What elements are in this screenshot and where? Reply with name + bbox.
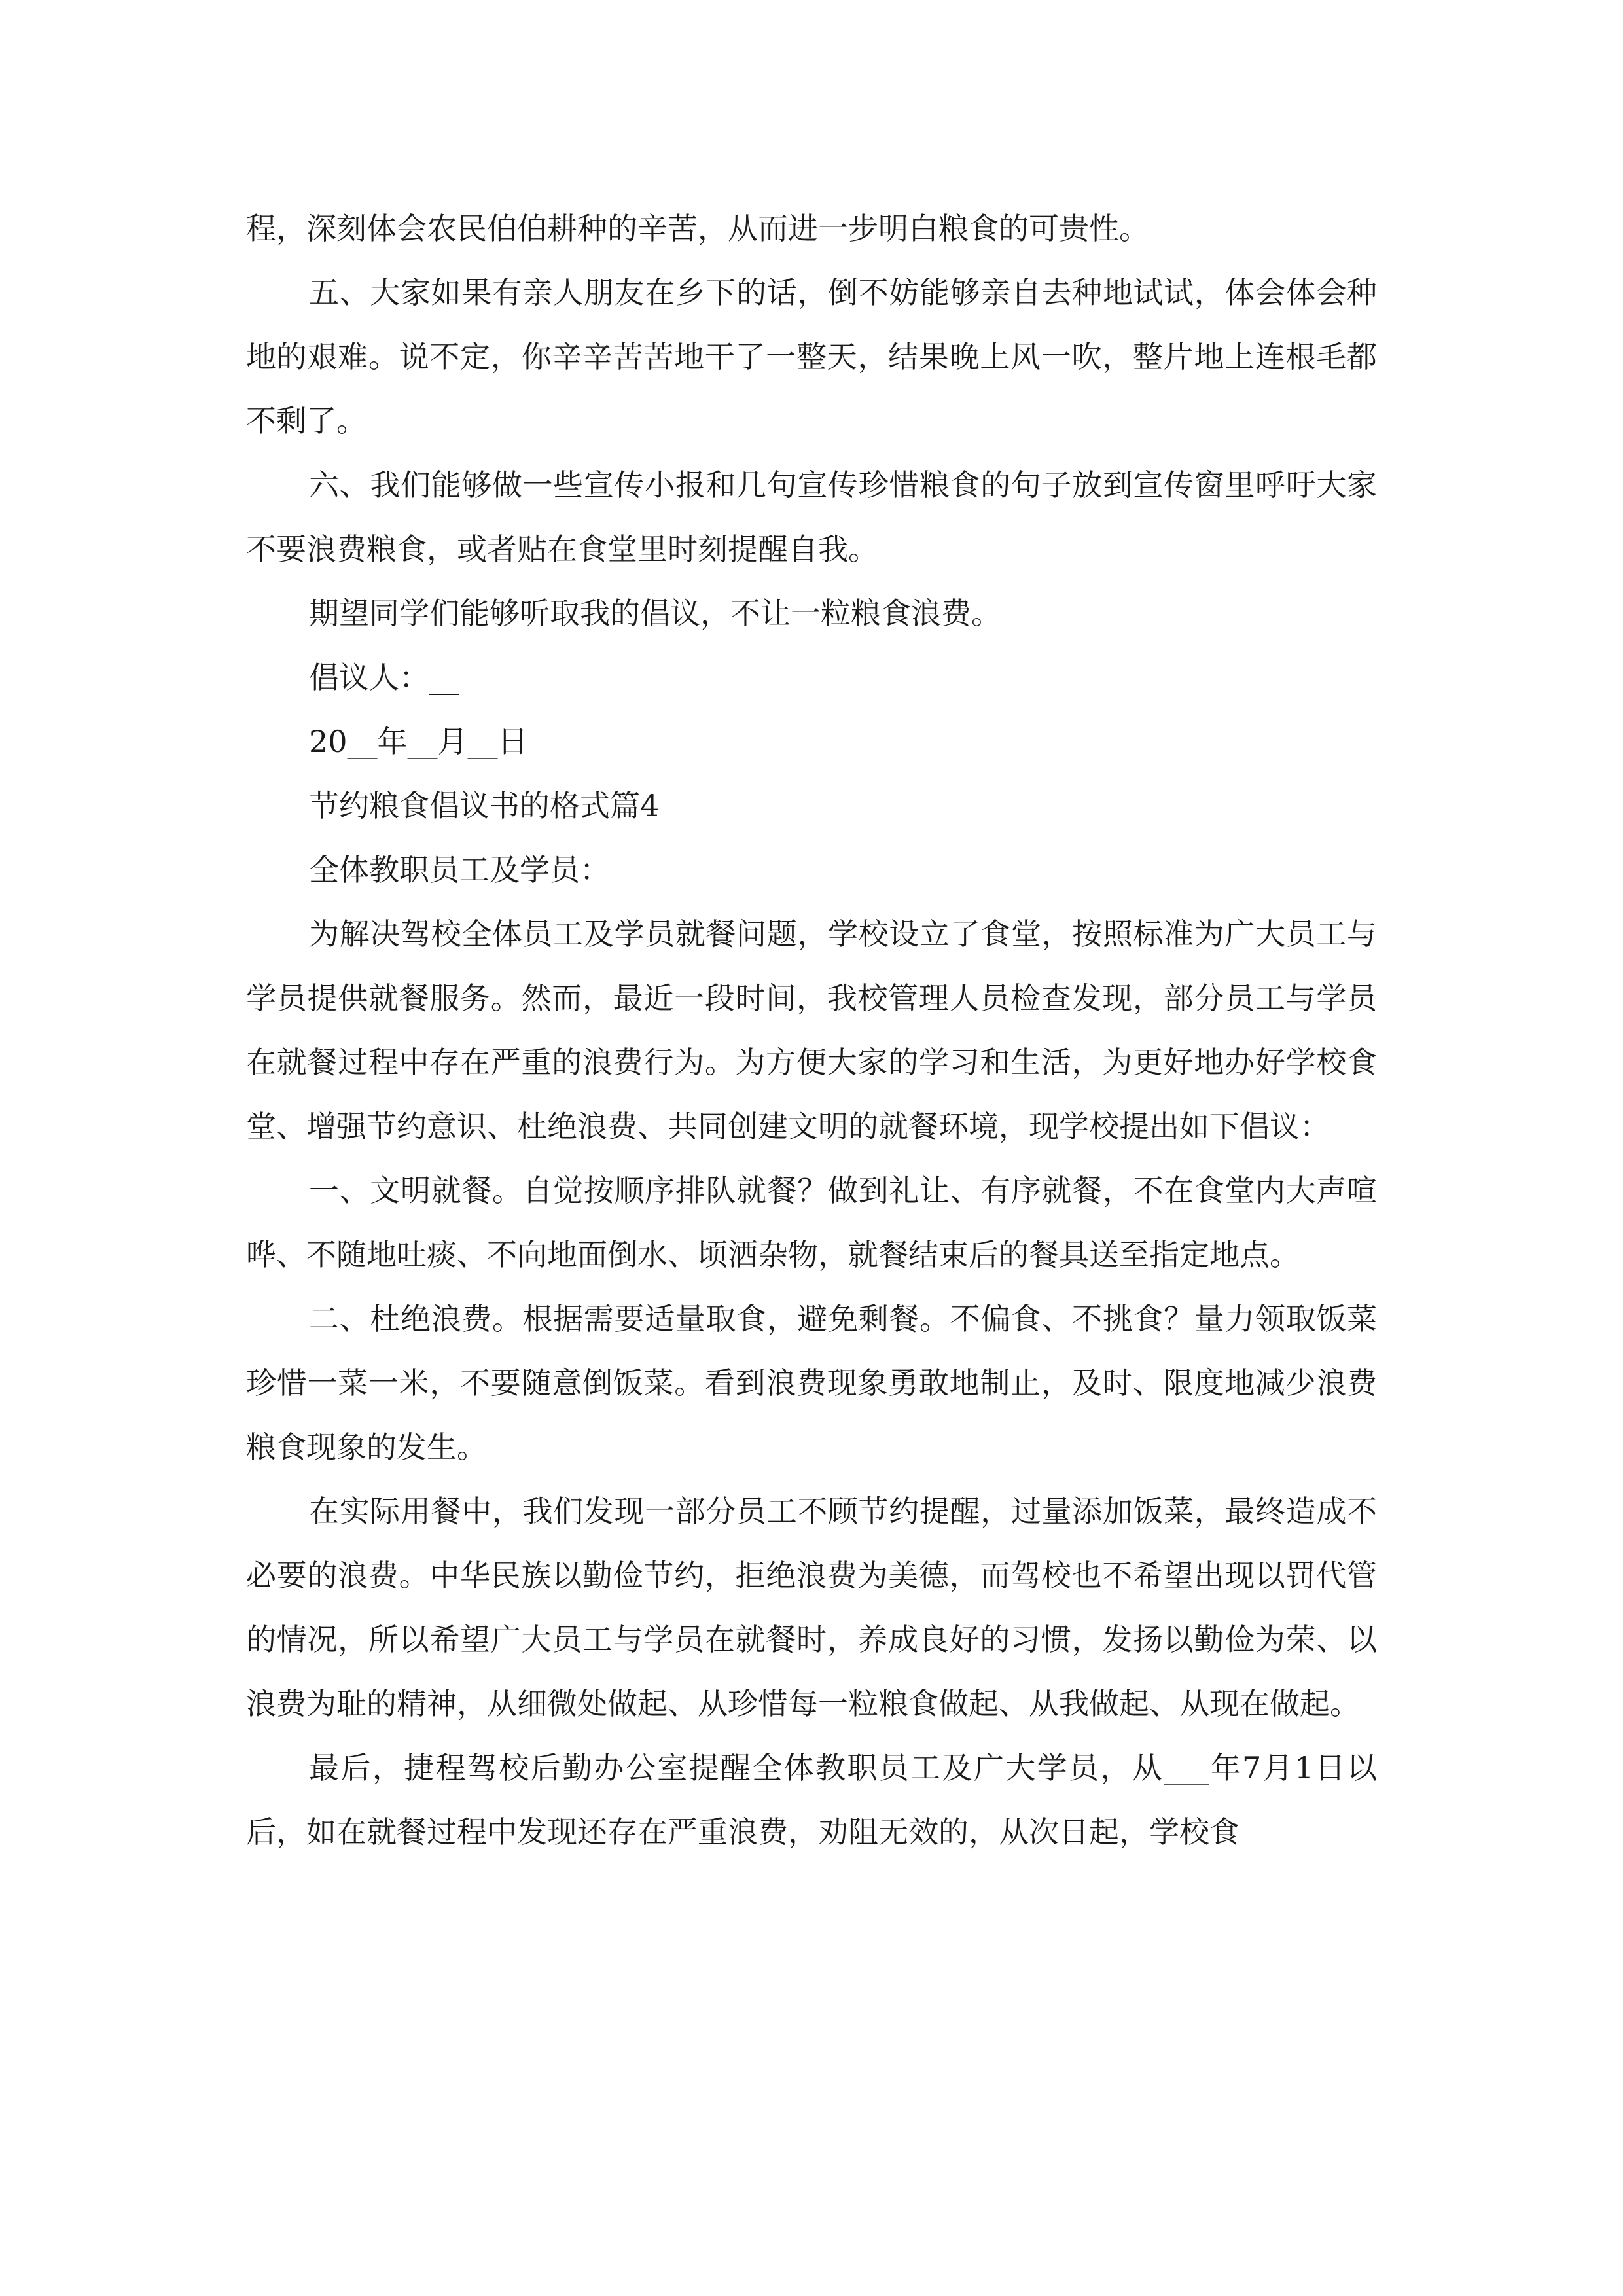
date-line: 20__年__月__日 bbox=[309, 724, 528, 759]
signature-line: 倡议人：__ bbox=[309, 660, 459, 695]
section-title: 节约粮食倡议书的格式篇4 bbox=[309, 788, 660, 823]
paragraph-closing-hope: 期望同学们能够听取我的倡议，不让一粒粮食浪费。 bbox=[309, 596, 1001, 631]
salutation: 全体教职员工及学员： bbox=[309, 852, 610, 888]
paragraph-continuation: 程，深刻体会农民伯伯耕种的辛苦，从而进一步明白粮食的可贵性。 bbox=[246, 211, 1149, 246]
paragraph-intro: 为解决驾校全体员工及学员就餐问题，学校设立了食堂，按照标准为广大员工与学员提供就餐服务。然而，最近一段时间，我校管理人员检查发现，部分员工与学员在就餐过程中存在严重的浪费行为。为方便大家的学习和生活，为更好地办好学校食堂、增强节约意识、杜绝浪费、共同创建文明的就餐环境，现学校提出如下倡议： bbox=[246, 916, 1377, 1144]
paragraph-item-one: 一、文明就餐。自觉按顺序排队就餐？做到礼让、有序就餐，不在食堂内大声喧哗、不随地吐痰、不向地面倒水、顷洒杂物，就餐结束后的餐具送至指定地点。 bbox=[246, 1173, 1377, 1272]
paragraph-practice: 在实际用餐中，我们发现一部分员工不顾节约提醒，过量添加饭菜，最终造成不必要的浪费。中华民族以勤俭节约，拒绝浪费为美德，而驾校也不希望出现以罚代管的情况，所以希望广大员工与学员在就餐时，养成良好的习惯，发扬以勤俭为荣、以浪费为耻的精神，从细微处做起、从珍惜每一粒粮食做起、从我做起、从现在做起。 bbox=[246, 1494, 1377, 1721]
paragraph-item-five: 五、大家如果有亲人朋友在乡下的话，倒不妨能够亲自去种地试试，体会体会种地的艰难。说不定，你辛辛苦苦地干了一整天，结果晚上风一吹，整片地上连根毛都不剩了。 bbox=[246, 275, 1377, 439]
paragraph-item-two: 二、杜绝浪费。根据需要适量取食，避免剩餐。不偏食、不挑食？量力领取饭菜珍惜一菜一米，不要随意倒饭菜。看到浪费现象勇敢地制止，及时、限度地减少浪费粮食现象的发生。 bbox=[246, 1301, 1377, 1465]
paragraph-item-six: 六、我们能够做一些宣传小报和几句宣传珍惜粮食的句子放到宣传窗里呼吁大家不要浪费粮食，或者贴在食堂里时刻提醒自我。 bbox=[246, 467, 1377, 567]
paragraph-final: 最后，捷程驾校后勤办公室提醒全体教职员工及广大学员，从___年7月1日以后，如在就餐过程中发现还存在严重浪费，劝阻无效的，从次日起，学校食 bbox=[246, 1750, 1377, 1850]
document-body bbox=[246, 196, 1377, 1864]
